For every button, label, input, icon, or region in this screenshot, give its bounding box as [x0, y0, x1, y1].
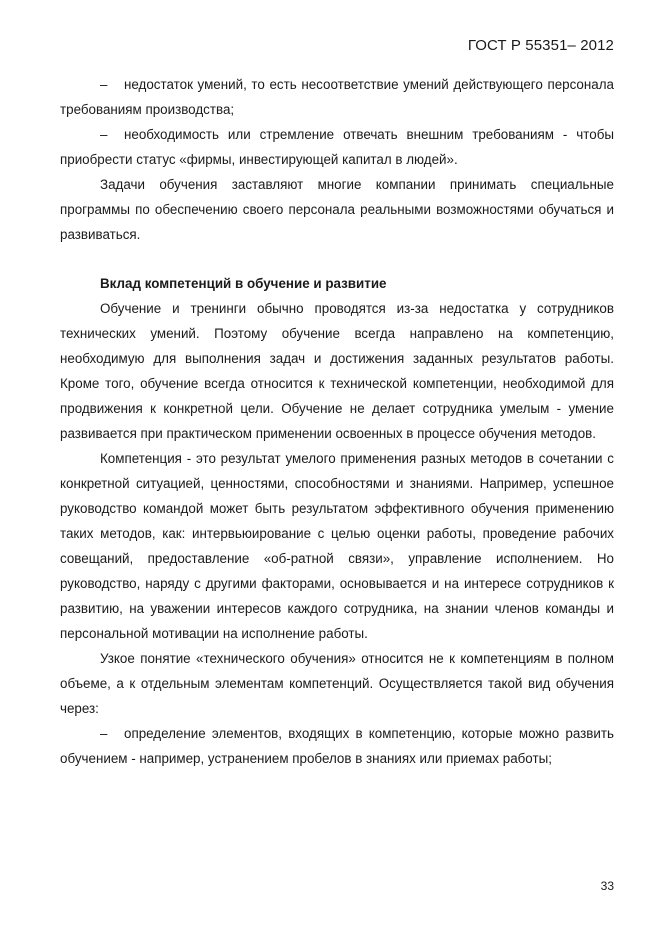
bullet-dash: – [100, 726, 108, 741]
paragraph-tasks: Задачи обучения заставляют многие компании принимать специальные программы по обеспечению своего персонала реальными возможностями обучаться и развиваться. [60, 177, 614, 242]
bullet-item [60, 72, 614, 122]
bullet-text: определение элементов, входящих в компетенцию, которые можно развить обучением - например, устранением пробелов в знаниях или приемах работы; [60, 726, 614, 766]
paragraph: Обучение и тренинги обычно проводятся из-за недостатка у сотрудников технических умений. Поэтому обучение всегда направлено на компетенцию, необходимую для выполнения задач и достижения заданных результатов работы. Кроме того, обучение всегда относится к технической компетенции, необходимой для продвижения к конкретной цели. Обучение не делает сотрудника умелым - умение развивается при практическом применении освоенных в процессе обучения методов. [60, 301, 614, 441]
bullet-text: недостаток умений, то есть несоответствие умений действующего персонала требованиям производства; [60, 77, 614, 117]
page-number: 33 [600, 879, 614, 893]
bullet-item [60, 122, 614, 172]
paragraph: Компетенция - это результат умелого применения разных методов в сочетании с конкретной ситуацией, ценностями, способностями и знаниями. Например, успешное руководство командой может быть результатом эффективного обучения применению таких методов, как: интервьюирование с целью оценки работы, проведение рабочих совещаний, предоставление «об-ратной связи», управление исполнением. Но руководство, наряду с другими факторами, основывается и на интересе сотрудников к развитию, на уважении интересов каждого сотрудника, на знании членов команды и персональной мотивации на исполнение работы. [60, 451, 614, 641]
bullet-text: необходимость или стремление отвечать внешним требованиям - чтобы приобрести статус «фирмы, инвестирующей капитал в людей». [60, 127, 614, 167]
standard-header: ГОСТ Р 55351– 2012 [467, 37, 614, 54]
document-body [60, 72, 614, 771]
paragraph: Узкое понятие «технического обучения» относится не к компетенциям в полном объеме, а к отдельным элементам компетенций. Осуществляется такой вид обучения через: [60, 651, 614, 716]
section-heading: Вклад компетенций в обучение и развитие [100, 276, 387, 291]
bullet-item [60, 721, 614, 771]
bullet-dash: – [100, 77, 108, 92]
bullet-dash: – [100, 127, 108, 142]
